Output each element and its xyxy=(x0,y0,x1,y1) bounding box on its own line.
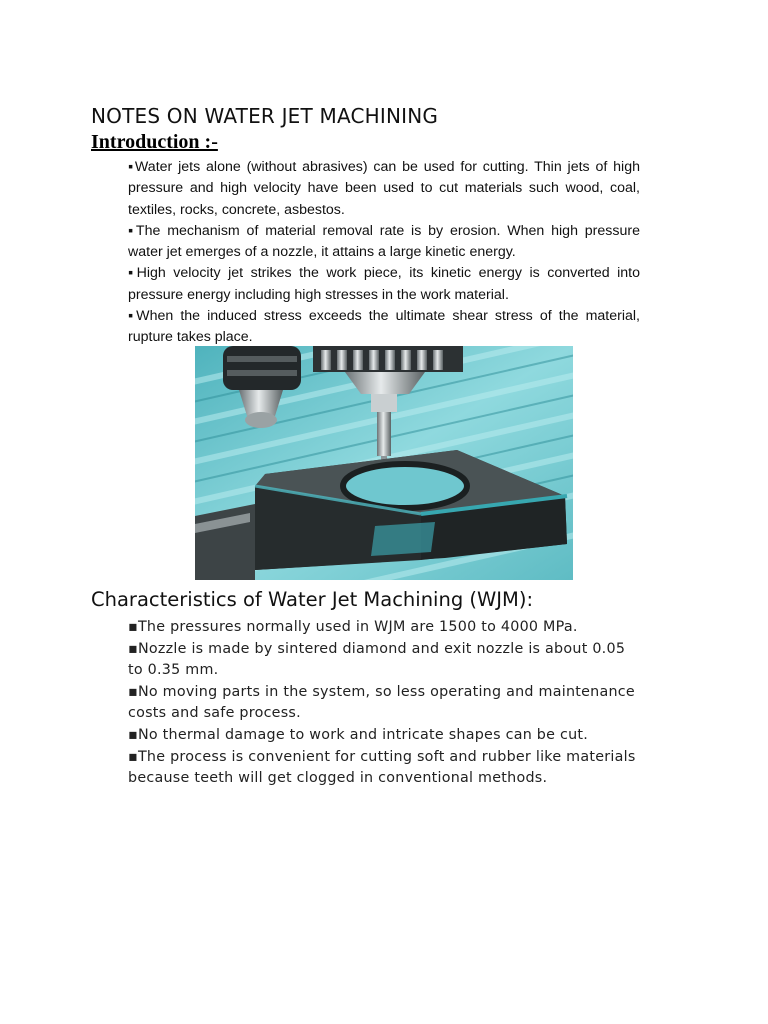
list-item: ▪The pressures normally used in WJM are 1500 to 4000 MPa. xyxy=(128,619,578,635)
document-title: NOTES ON WATER JET MACHINING xyxy=(91,104,439,128)
list-item: ▪When the induced stress exceeds the ultimate shear stress of the material, rupture takes place. xyxy=(128,308,640,346)
list-item: ▪No thermal damage to work and intricate shapes can be cut. xyxy=(128,726,589,743)
introduction-heading: Introduction :- xyxy=(91,131,218,153)
list-item: ▪Water jets alone (without abrasives) can be used for cutting. Thin jets of high pressure and high velocity have been used to cut materials such wood, coal, textiles, rocks, concrete, asbestos. xyxy=(128,159,640,218)
list-item: ▪Nozzle is made by sintered diamond and exit nozzle is about 0.05 to 0.35 mm. xyxy=(128,640,626,679)
list-item: ▪The mechanism of material removal rate is by erosion. When high pressure water jet emerges of a nozzle, it attains a large kinetic energy. xyxy=(128,222,640,261)
characteristics-heading: Characteristics of Water Jet Machining (WJM): xyxy=(91,588,534,611)
introduction-list xyxy=(128,157,640,349)
water-jet-machining-photo xyxy=(195,346,573,580)
list-item: ▪The process is convenient for cutting soft and rubber like materials because teeth will get clogged in conventional methods. xyxy=(128,748,636,787)
characteristics-list xyxy=(128,617,641,790)
list-item: ▪No moving parts in the system, so less operating and maintenance costs and safe process. xyxy=(128,683,635,722)
list-item: ▪High velocity jet strikes the work piece, its kinetic energy is converted into pressure energy including high stresses in the work material. xyxy=(128,265,640,303)
